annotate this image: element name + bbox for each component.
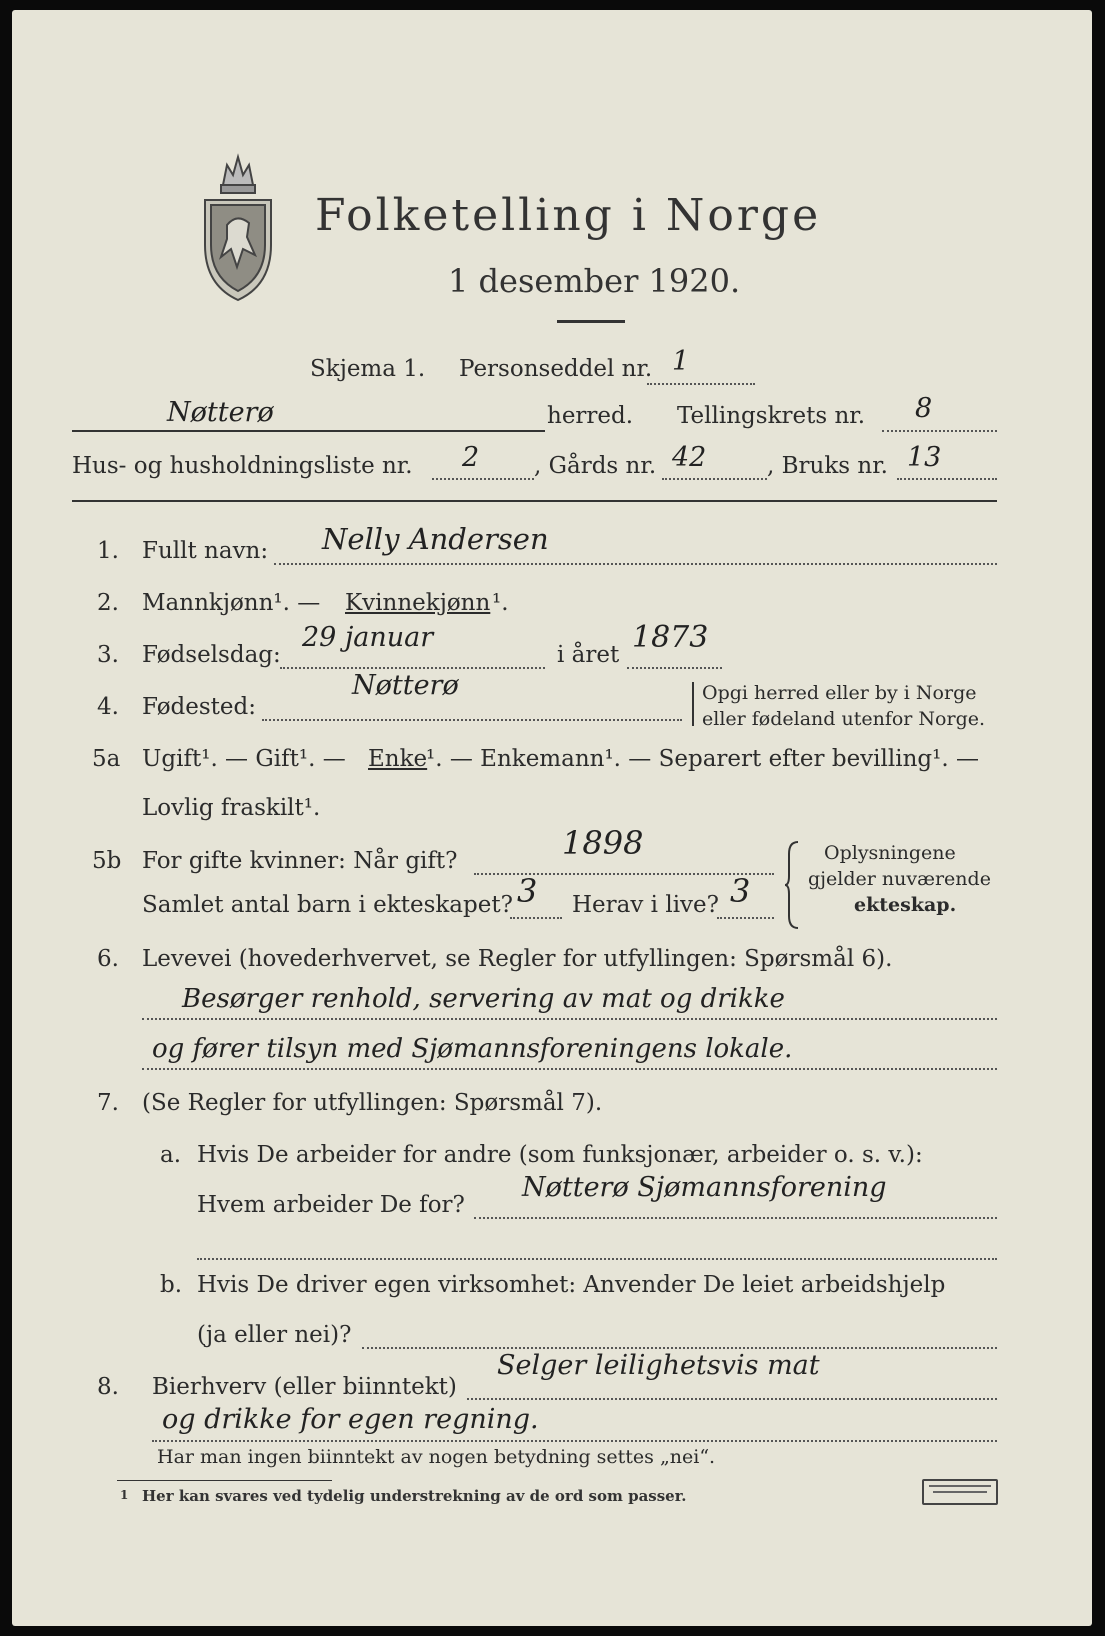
- q1-value: Nelly Andersen: [322, 522, 549, 556]
- q2-number: 2.: [97, 590, 119, 616]
- q8-label: Bierhverv (eller biinntekt): [152, 1374, 457, 1400]
- tellingskrets-label: Tellingskrets nr.: [677, 403, 866, 429]
- q5b-label: For gifte kvinner: Når gift?: [142, 848, 458, 874]
- q6-number: 6.: [97, 946, 119, 972]
- herred-label: herred.: [547, 403, 634, 429]
- brace-icon: [785, 840, 801, 930]
- q3-value: 29 januar: [302, 622, 434, 653]
- q7b-number: b.: [160, 1272, 183, 1298]
- q2-kvinne-sup: ¹.: [492, 590, 509, 616]
- q5b-barn-value: 3: [517, 872, 538, 910]
- gards-label: , Gårds nr.: [534, 453, 657, 479]
- q5b-barn-label: Samlet antal barn i ekteskapet?: [142, 892, 513, 918]
- bruks-label: , Bruks nr.: [767, 453, 888, 479]
- footnote: Her kan svares ved tydelig understrekning av de ord som passer.: [142, 1487, 687, 1505]
- form-title: Folketelling i Norge: [315, 190, 822, 241]
- q1-number: 1.: [97, 538, 119, 564]
- q7-label: (Se Regler for utfyllingen: Spørsmål 7).: [142, 1090, 603, 1116]
- title-divider: [557, 320, 625, 323]
- q3-number: 3.: [97, 642, 119, 668]
- q3-label: Fødselsdag:: [142, 642, 281, 668]
- q5b-number: 5b: [92, 848, 122, 874]
- q3-year-value: 1873: [632, 620, 709, 655]
- q6-value-line2: og fører tilsyn med Sjømannsforeningens lokale.: [152, 1034, 793, 1064]
- q7b-label2: (ja eller nei)?: [197, 1322, 352, 1348]
- q8-number: 8.: [97, 1374, 119, 1400]
- q4-note-line2: eller fødeland utenfor Norge.: [702, 708, 986, 730]
- q5b-live-label: Herav i live?: [572, 892, 719, 918]
- gards-value: 42: [672, 442, 707, 473]
- schema-label: Skjema 1.: [310, 356, 426, 382]
- tellingskrets-value: 8: [915, 393, 933, 424]
- form-date: 1 desember 1920.: [448, 262, 741, 300]
- q5a-enke: Enke: [368, 746, 428, 772]
- personseddel-value: 1: [672, 346, 690, 377]
- hus-label: Hus- og husholdningsliste nr.: [72, 453, 413, 479]
- q5b-value: 1898: [562, 824, 644, 862]
- q5b-note-line1: Oplysningene: [824, 842, 956, 864]
- q7a-number: a.: [160, 1142, 182, 1168]
- q5a-ugift: Ugift¹. — Gift¹. —: [142, 746, 346, 772]
- personseddel-label: Personseddel nr.: [459, 356, 653, 382]
- q2-kvinne: Kvinnekjønn: [345, 590, 491, 616]
- bruks-value: 13: [907, 442, 942, 473]
- q5b-note-line3: ekteskap.: [854, 894, 957, 916]
- q7a-label: Hvis De arbeider for andre (som funksjonær, arbeider o. s. v.):: [197, 1142, 923, 1168]
- hus-value: 2: [462, 442, 480, 473]
- q5b-note-line2: gjelder nuværende: [808, 868, 991, 890]
- herred-value: Nøtterø: [167, 397, 274, 428]
- q5a-number: 5a: [92, 746, 121, 772]
- q6-value-line1: Besørger renhold, servering av mat og drikke: [182, 984, 785, 1014]
- q4-value: Nøtterø: [352, 670, 459, 701]
- q4-number: 4.: [97, 694, 119, 720]
- q5a-rest: ¹. — Enkemann¹. — Separert efter bevilling¹. —: [426, 746, 979, 772]
- q1-label: Fullt navn:: [142, 538, 269, 564]
- q7a-value: Nøtterø Sjømannsforening: [522, 1172, 887, 1203]
- q7a-label2: Hvem arbeider De for?: [197, 1192, 465, 1218]
- q8-value-line2: og drikke for egen regning.: [162, 1404, 539, 1435]
- q2-mann: Mannkjønn¹. —: [142, 590, 321, 616]
- q8-note: Har man ingen biinntekt av nogen betydning settes „nei“.: [157, 1446, 716, 1468]
- printer-stamp: [922, 1479, 998, 1505]
- coat-of-arms-icon: [197, 145, 279, 305]
- q5b-live-value: 3: [730, 872, 751, 910]
- q5a-line2: Lovlig fraskilt¹.: [142, 795, 321, 821]
- header-divider: [72, 500, 997, 502]
- census-form: [12, 10, 1092, 1626]
- q6-label: Levevei (hovederhvervet, se Regler for utfyllingen: Spørsmål 6).: [142, 946, 893, 972]
- q7-number: 7.: [97, 1090, 119, 1116]
- q8-value-line1: Selger leilighetsvis mat: [497, 1350, 820, 1381]
- q7b-label: Hvis De driver egen virksomhet: Anvender De leiet arbeidshjelp: [197, 1272, 946, 1298]
- q3-year-label: i året: [557, 642, 620, 668]
- q4-note-line1: Opgi herred eller by i Norge: [702, 682, 977, 704]
- q4-label: Fødested:: [142, 694, 257, 720]
- footnote-mark: 1: [120, 1488, 129, 1502]
